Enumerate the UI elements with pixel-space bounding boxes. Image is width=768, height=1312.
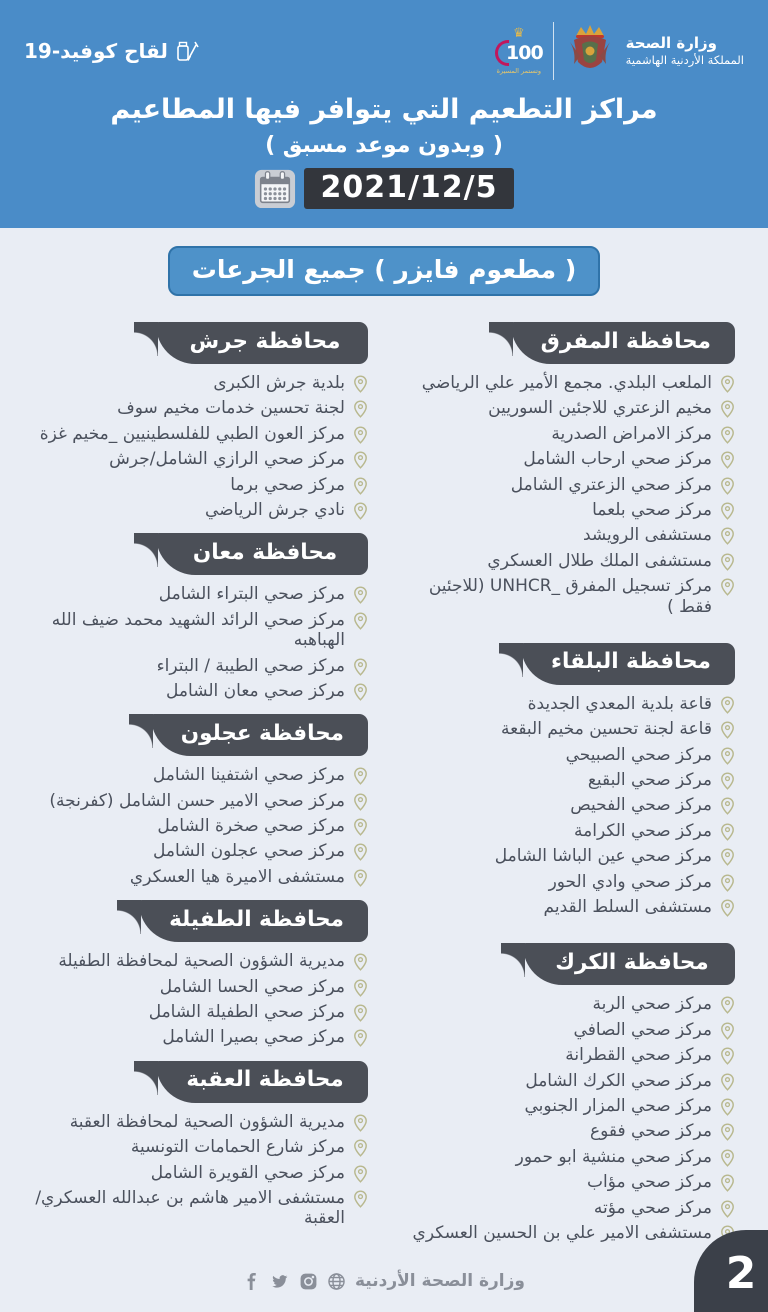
column-right: [400, 322, 735, 1269]
center-name: نادي جرش الرياضي: [204, 499, 345, 520]
location-pin-icon: [720, 696, 735, 714]
location-pin-icon: [720, 1149, 735, 1167]
center-name: مستشفى الامير علي بن الحسين العسكري: [412, 1222, 712, 1243]
center-name: لجنة تحسين خدمات مخيم سوف: [117, 398, 345, 419]
center-list-item: [400, 551, 735, 571]
center-name: بلدية جرش الكبرى: [213, 373, 345, 393]
location-pin-icon: [720, 502, 735, 520]
location-pin-icon: [720, 1123, 735, 1141]
location-pin-icon: [353, 953, 368, 971]
center-name: مركز صحي مؤاب: [587, 1172, 712, 1193]
center-list-item: [33, 977, 368, 997]
footer: [0, 1266, 768, 1296]
center-name: مركز صحي اشتفينا الشامل: [152, 765, 345, 786]
center-list-item: [400, 1172, 735, 1192]
center-name: مركز صحي مؤته: [593, 1197, 712, 1218]
facebook-icon: [243, 1272, 260, 1291]
center-list: [33, 584, 368, 701]
location-pin-icon: [720, 874, 735, 892]
center-name: مركز صحي عجلون الشامل: [153, 841, 345, 862]
location-pin-icon: [720, 1073, 735, 1091]
location-pin-icon: [720, 996, 735, 1014]
center-list-item: [33, 867, 368, 887]
center-name: مركز صحي الصبيحي: [565, 744, 712, 765]
center-name: مستشفى الرويشد: [582, 525, 712, 546]
center-list: [400, 694, 735, 918]
location-pin-icon: [353, 1190, 368, 1208]
center-list-item: [400, 500, 735, 520]
governorate-section: [400, 643, 735, 918]
governorates-columns: [0, 296, 768, 1269]
center-name: قاعة لجنة تحسين مخيم البقعة: [501, 719, 712, 740]
center-list-item: [33, 373, 368, 393]
center-name: مركز صحي الرائد الشهيد محمد ضيف الله الهباهبه: [51, 609, 345, 651]
column-left: [33, 322, 368, 1269]
location-pin-icon: [353, 1114, 368, 1132]
governorate-section: [33, 322, 368, 520]
governorate-banner: محافظة العقبة: [156, 1061, 368, 1103]
ministry-subtitle: المملكة الأردنية الهاشمية: [625, 53, 744, 68]
center-list-item: [400, 694, 735, 714]
covid-vaccine-label: [24, 38, 199, 64]
footer-brand: وزارة الصحة الأردنية: [355, 1271, 525, 1291]
center-name: مركز صحي بلعما: [592, 499, 712, 520]
location-pin-icon: [720, 1098, 735, 1116]
location-pin-icon: [720, 747, 735, 765]
center-name: الملعب البلدي. مجمع الأمير علي الرياضي: [421, 373, 712, 393]
location-pin-icon: [720, 553, 735, 571]
governorate-banner: محافظة عجلون: [151, 714, 368, 756]
page-title: مراكز التطعيم التي يتوافر فيها المطاعيم: [110, 94, 658, 125]
center-name: مركز شارع الحمامات التونسية: [130, 1137, 345, 1158]
center-list-item: [400, 1045, 735, 1065]
location-pin-icon: [353, 1139, 368, 1157]
center-name: مركز صحي الكرك الشامل: [525, 1070, 712, 1091]
location-pin-icon: [720, 578, 735, 596]
center-list-item: [33, 475, 368, 495]
center-list-item: [33, 841, 368, 861]
location-pin-icon: [353, 426, 368, 444]
center-name: مركز صحي الزعتري الشامل: [510, 474, 712, 495]
center-list-item: [400, 1020, 735, 1040]
governorate-section: [33, 533, 368, 701]
center-list-item: [33, 765, 368, 785]
center-name: مركز صحي البتراء الشامل: [158, 584, 345, 605]
center-name: مركز صحي الطفيلة الشامل: [148, 1002, 345, 1023]
center-list-item: [33, 584, 368, 604]
jordan-coat-of-arms-icon: [564, 22, 616, 80]
location-pin-icon: [720, 477, 735, 495]
center-name: مركز صحي الحسا الشامل: [159, 976, 345, 997]
center-name: مركز صحي الرازي الشامل/جرش: [109, 449, 345, 470]
vaccine-type-badge: ( مطعوم فايزر ) جميع الجرعات: [168, 246, 601, 296]
center-list: [33, 373, 368, 520]
center-list-item: [400, 373, 735, 393]
center-name: مستشفى الملك طلال العسكري: [487, 550, 712, 571]
center-name: مركز صحي البقيع: [587, 770, 712, 791]
center-list: [33, 765, 368, 887]
governorate-banner: محافظة المفرق: [511, 322, 735, 364]
location-pin-icon: [353, 793, 368, 811]
center-list-item: [400, 398, 735, 418]
governorate-banner: محافظة البلقاء: [521, 643, 735, 685]
center-name: مركز صحي فقوع: [590, 1121, 712, 1142]
location-pin-icon: [353, 843, 368, 861]
location-pin-icon: [720, 400, 735, 418]
center-name: مركز صحي القويرة الشامل: [150, 1162, 345, 1183]
location-pin-icon: [353, 869, 368, 887]
location-pin-icon: [353, 979, 368, 997]
center-list: [400, 994, 735, 1243]
center-list: [33, 951, 368, 1048]
center-list-item: [400, 1121, 735, 1141]
center-name: مركز صحي المزار الجنوبي: [524, 1095, 712, 1116]
center-list-item: [400, 745, 735, 765]
center-list-item: [400, 872, 735, 892]
centennial-number: 100: [506, 42, 543, 64]
center-name: مركز صحي ارحاب الشامل: [523, 449, 712, 470]
location-pin-icon: [353, 658, 368, 676]
center-list-item: [33, 1163, 368, 1183]
center-list-item: [33, 681, 368, 701]
governorate-section: [33, 714, 368, 887]
location-pin-icon: [353, 767, 368, 785]
vaccine-vial-icon: [175, 38, 199, 64]
center-list-item: [400, 1147, 735, 1167]
center-name: مركز صحي معان الشامل: [166, 680, 345, 701]
center-list-item: [33, 656, 368, 676]
location-pin-icon: [353, 1004, 368, 1022]
center-name: مركز صحي منشية ابو حمور: [515, 1146, 712, 1167]
center-name: مستشفى الامير هاشم بن عبدالله العسكري/العقبة: [35, 1187, 345, 1229]
location-pin-icon: [720, 1174, 735, 1192]
location-pin-icon: [720, 797, 735, 815]
location-pin-icon: [720, 527, 735, 545]
center-list-item: [400, 994, 735, 1014]
center-list-item: [400, 846, 735, 866]
center-name: مركز صحي صخرة الشامل: [157, 816, 345, 837]
center-name: مخيم الزعتري للاجئين السوريين: [488, 398, 712, 419]
logo-divider: [553, 22, 554, 80]
center-list-item: [400, 1198, 735, 1218]
center-list-item: [33, 500, 368, 520]
instagram-icon: [299, 1272, 318, 1291]
center-list: [33, 1112, 368, 1229]
ministry-logo-group: [495, 22, 744, 80]
governorate-section: [33, 900, 368, 1048]
centennial-logo: [495, 27, 543, 75]
location-pin-icon: [720, 375, 735, 393]
center-name: مستشفى السلط القديم: [543, 897, 712, 918]
header: [0, 0, 768, 228]
center-list-item: [400, 1071, 735, 1091]
center-name: مركز تسجيل المفرق _UNHCR (للاجئين فقط ): [428, 576, 712, 617]
location-pin-icon: [720, 1047, 735, 1065]
calendar-icon: [254, 167, 296, 209]
location-pin-icon: [353, 375, 368, 393]
location-pin-icon: [720, 426, 735, 444]
location-pin-icon: [353, 612, 368, 630]
center-name: مركز صحي الربة: [592, 994, 712, 1015]
location-pin-icon: [353, 451, 368, 469]
globe-icon: [327, 1272, 346, 1291]
center-list-item: [33, 424, 368, 444]
page-subtitle: ( وبدون موعد مسبق ): [265, 133, 503, 158]
center-list: [400, 373, 735, 617]
location-pin-icon: [720, 1022, 735, 1040]
governorate-banner: محافظة الكرك: [523, 943, 735, 985]
location-pin-icon: [353, 586, 368, 604]
governorate-section: [400, 943, 735, 1243]
center-name: مركز صحي برما: [230, 474, 345, 495]
center-list-item: [400, 770, 735, 790]
governorate-banner: محافظة الطفيلة: [139, 900, 368, 942]
center-name: مركز صحي الفحيص: [570, 795, 712, 816]
center-list-item: [33, 1112, 368, 1132]
center-name: مركز صحي الطيبة / البتراء: [156, 655, 345, 676]
center-list-item: [400, 576, 735, 617]
center-list-item: [400, 1096, 735, 1116]
center-list-item: [33, 1188, 368, 1229]
governorate-banner: محافظة معان: [156, 533, 368, 575]
center-list-item: [33, 791, 368, 811]
center-name: مركز صحي الكرامة: [574, 820, 712, 841]
ministry-wordmark: [626, 34, 744, 67]
location-pin-icon: [720, 451, 735, 469]
center-list-item: [33, 951, 368, 971]
center-name: قاعة بلدية المعدي الجديدة: [527, 693, 712, 714]
location-pin-icon: [353, 1029, 368, 1047]
center-list-item: [33, 1002, 368, 1022]
location-pin-icon: [720, 848, 735, 866]
center-name: مركز الامراض الصدرية: [551, 423, 712, 444]
centennial-slogan: وتستمر المسيرة: [496, 67, 542, 75]
location-pin-icon: [720, 772, 735, 790]
center-name: مديرية الشؤون الصحية لمحافظة الطفيلة: [58, 951, 345, 972]
ministry-name: وزارة الصحة: [625, 34, 717, 53]
center-name: مركز صحي عين الباشا الشامل: [494, 846, 712, 867]
location-pin-icon: [353, 477, 368, 495]
center-name: مركز صحي وادي الحور: [548, 871, 712, 892]
center-list-item: [400, 424, 735, 444]
location-pin-icon: [720, 721, 735, 739]
date-row: [24, 167, 744, 209]
location-pin-icon: [353, 1165, 368, 1183]
center-list-item: [400, 1223, 735, 1243]
center-list-item: [33, 1027, 368, 1047]
center-name: مركز صحي الامير حسن الشامل (كفرنجة): [49, 790, 345, 811]
center-list-item: [400, 795, 735, 815]
twitter-icon: [269, 1272, 290, 1291]
center-name: مركز صحي القطرانة: [565, 1045, 712, 1066]
center-list-item: [400, 475, 735, 495]
center-list-item: [33, 398, 368, 418]
location-pin-icon: [720, 1200, 735, 1218]
center-name: مستشفى الاميرة هيا العسكري: [129, 866, 345, 887]
center-list-item: [400, 525, 735, 545]
center-list-item: [33, 816, 368, 836]
location-pin-icon: [353, 683, 368, 701]
center-list-item: [33, 610, 368, 651]
date-value: 2021/12/5: [304, 168, 513, 209]
governorate-section: [400, 322, 735, 617]
center-name: مديرية الشؤون الصحية لمحافظة العقبة: [69, 1111, 345, 1132]
location-pin-icon: [353, 400, 368, 418]
center-list-item: [33, 1137, 368, 1157]
page-number: 2: [725, 1247, 757, 1299]
location-pin-icon: [353, 502, 368, 520]
center-list-item: [33, 449, 368, 469]
center-list-item: [400, 449, 735, 469]
covid-label-text: لقاح كوفيد-19: [24, 39, 168, 63]
center-list-item: [400, 821, 735, 841]
center-list-item: [400, 719, 735, 739]
location-pin-icon: [720, 823, 735, 841]
governorate-banner: محافظة جرش: [156, 322, 368, 364]
center-name: مركز صحي بصيرا الشامل: [162, 1027, 345, 1048]
governorate-section: [33, 1061, 368, 1229]
location-pin-icon: [353, 818, 368, 836]
center-name: مركز صحي الصافي: [573, 1019, 712, 1040]
center-name: مركز العون الطبي للفلسطينيين _مخيم غزة: [39, 423, 345, 444]
location-pin-icon: [720, 899, 735, 917]
crown-icon: ♛: [513, 26, 525, 41]
center-list-item: [400, 897, 735, 917]
